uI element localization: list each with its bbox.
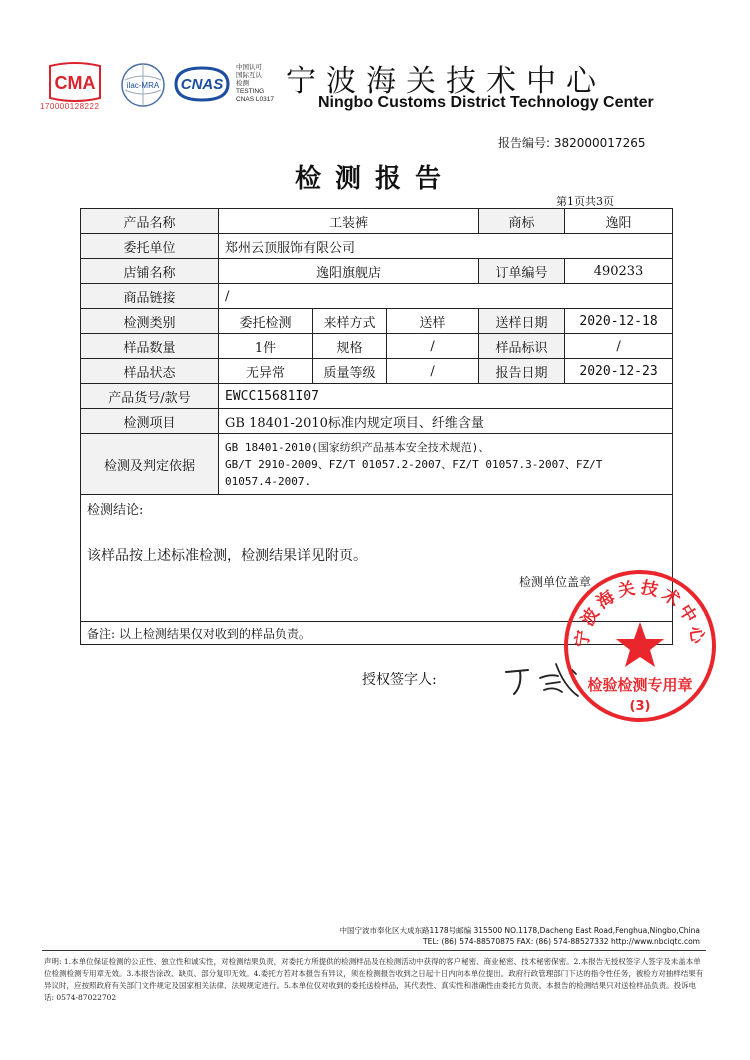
cnas-logo-text: CNAS xyxy=(180,76,224,93)
note: 备注: 以上检测结果仅对收到的样品负责。 xyxy=(81,622,673,645)
contact-line: TEL: (86) 574-88570875 FAX: (86) 574-88527332 http://www.nbciqtc.com xyxy=(423,937,700,946)
table-row xyxy=(81,284,673,309)
test-type-label: 检测类别 xyxy=(81,309,219,334)
client-label: 委托单位 xyxy=(81,234,219,259)
table-row xyxy=(81,334,673,359)
cma-logo xyxy=(44,62,106,102)
table-row xyxy=(81,259,673,284)
table-row xyxy=(81,384,673,409)
table-row xyxy=(81,309,673,334)
cnas-line: TESTING xyxy=(236,88,265,95)
page-info: 第1页共3页 xyxy=(556,195,614,208)
store-value: 逸阳旗舰店 xyxy=(219,259,479,284)
spec-label: 规格 xyxy=(313,334,387,359)
official-seal xyxy=(562,568,718,724)
cnas-accreditation-text xyxy=(236,64,276,104)
report-date-label: 报告日期 xyxy=(479,359,565,384)
order-label: 订单编号 xyxy=(479,259,565,284)
brand-value: 逸阳 xyxy=(565,209,673,234)
basis-line: GB/T 2910-2009、FZ/T 01057.2-2007、FZ/T 01057.3-2007、FZ/T xyxy=(225,457,603,471)
conclusion-label: 检测结论: xyxy=(87,503,144,518)
order-value: 490233 xyxy=(565,259,673,284)
seal-star-icon xyxy=(616,622,664,667)
sample-method-value: 送样 xyxy=(387,309,479,334)
ilac-logo-text: ilac-MRA xyxy=(126,81,160,90)
cma-logo-text: CMA xyxy=(54,73,96,93)
qty-value: 1件 xyxy=(219,334,313,359)
article-label: 产品货号/款号 xyxy=(81,384,219,409)
seal-center-text: 检验检测专用章 xyxy=(587,676,693,694)
spec-value: / xyxy=(387,334,479,359)
cnas-line: 中国认可 xyxy=(236,64,262,71)
items-label: 检测项目 xyxy=(81,409,219,434)
cnas-line: 检测 xyxy=(236,80,249,87)
seal-number: (3) xyxy=(629,699,651,714)
qty-label: 样品数量 xyxy=(81,334,219,359)
cnas-line: 国际互认 xyxy=(236,72,262,79)
article-value: EWCC15681I07 xyxy=(219,384,673,409)
product-name-value: 工装裤 xyxy=(219,209,479,234)
conclusion-text: 该样品按上述标准检测，检测结果详见附页。 xyxy=(87,548,367,564)
state-value: 无异常 xyxy=(219,359,313,384)
state-label: 样品状态 xyxy=(81,359,219,384)
basis-value xyxy=(219,434,673,495)
mark-label: 样品标识 xyxy=(479,334,565,359)
basis-line: 01057.4-2007. xyxy=(225,474,312,488)
basis-label: 检测及判定依据 xyxy=(81,434,219,495)
footer-statement: 声明: 1.本单位保证检测的公正性、独立性和诚实性，对检测结果负责，对委托方所提供的检测样品及在检测活动中获得的客户秘密、商业秘密、技术秘密保密。2.本报告无授权签字人签字及未盖本单位检测检测专用章无效。3.本报告涂改、缺页、部分复印无效。4.委托方若对本报告有异议，须在检测报告收到之日起十日内向本单位提出。政府行政管理部门下达的指令性任务，被检方对抽样结果有异议时，应按照政府有关部门文件规定及国家相关法律、法规规定进行。5.本单位仅对收到的委托送检样品，其代表性、真实性和准确性由委托方负责。本报告的检测结果只对送检样品负责。投诉电话: 0574-87022702 xyxy=(44,957,704,1002)
test-type-value: 委托检测 xyxy=(219,309,313,334)
cma-code: 170000128222 xyxy=(40,102,100,111)
link-value: / xyxy=(219,284,673,309)
store-label: 店铺名称 xyxy=(81,259,219,284)
center-name-en: Ningbo Customs District Technology Center xyxy=(318,94,654,111)
items-value: GB 18401-2010标准内规定项目、纤维含量 xyxy=(219,409,673,434)
seal-ring-text: 宁波海关技术中心 xyxy=(572,577,708,649)
product-name-label: 产品名称 xyxy=(81,209,219,234)
table-row xyxy=(81,359,673,384)
client-value: 郑州云顶服饰有限公司 xyxy=(219,234,673,259)
table-row xyxy=(81,234,673,259)
report-number: 报告编号: 382000017265 xyxy=(498,136,646,150)
address-block xyxy=(280,925,700,947)
footer-divider xyxy=(42,950,706,951)
brand-label: 商标 xyxy=(479,209,565,234)
cnas-line: CNAS L0317 xyxy=(236,96,274,103)
link-label: 商品链接 xyxy=(81,284,219,309)
signatory-label: 授权签字人: xyxy=(362,672,437,688)
report-title: 检测报告 xyxy=(294,164,455,194)
address-line: 中国宁波市奉化区大成东路1178号邮编 315500 NO.1178,Dacheng East Road,Fenghua,Ningbo,China xyxy=(339,926,700,935)
report-date-value: 2020-12-23 xyxy=(565,359,673,384)
mark-value: / xyxy=(565,334,673,359)
ilac-mra-logo xyxy=(120,62,166,108)
sample-date-label: 送样日期 xyxy=(479,309,565,334)
sample-date-value: 2020-12-18 xyxy=(565,309,673,334)
cnas-logo xyxy=(172,64,232,104)
sample-method-label: 来样方式 xyxy=(313,309,387,334)
table-row xyxy=(81,209,673,234)
grade-value: / xyxy=(387,359,479,384)
grade-label: 质量等级 xyxy=(313,359,387,384)
center-name-cn: 宁波海关技术中心 xyxy=(286,64,606,99)
basis-line: GB 18401-2010(国家纺织产品基本安全技术规范)、 xyxy=(225,440,490,454)
table-row xyxy=(81,409,673,434)
table-row xyxy=(81,434,673,495)
conclusion-stamp-label: 检测单位盖章 xyxy=(519,575,592,589)
